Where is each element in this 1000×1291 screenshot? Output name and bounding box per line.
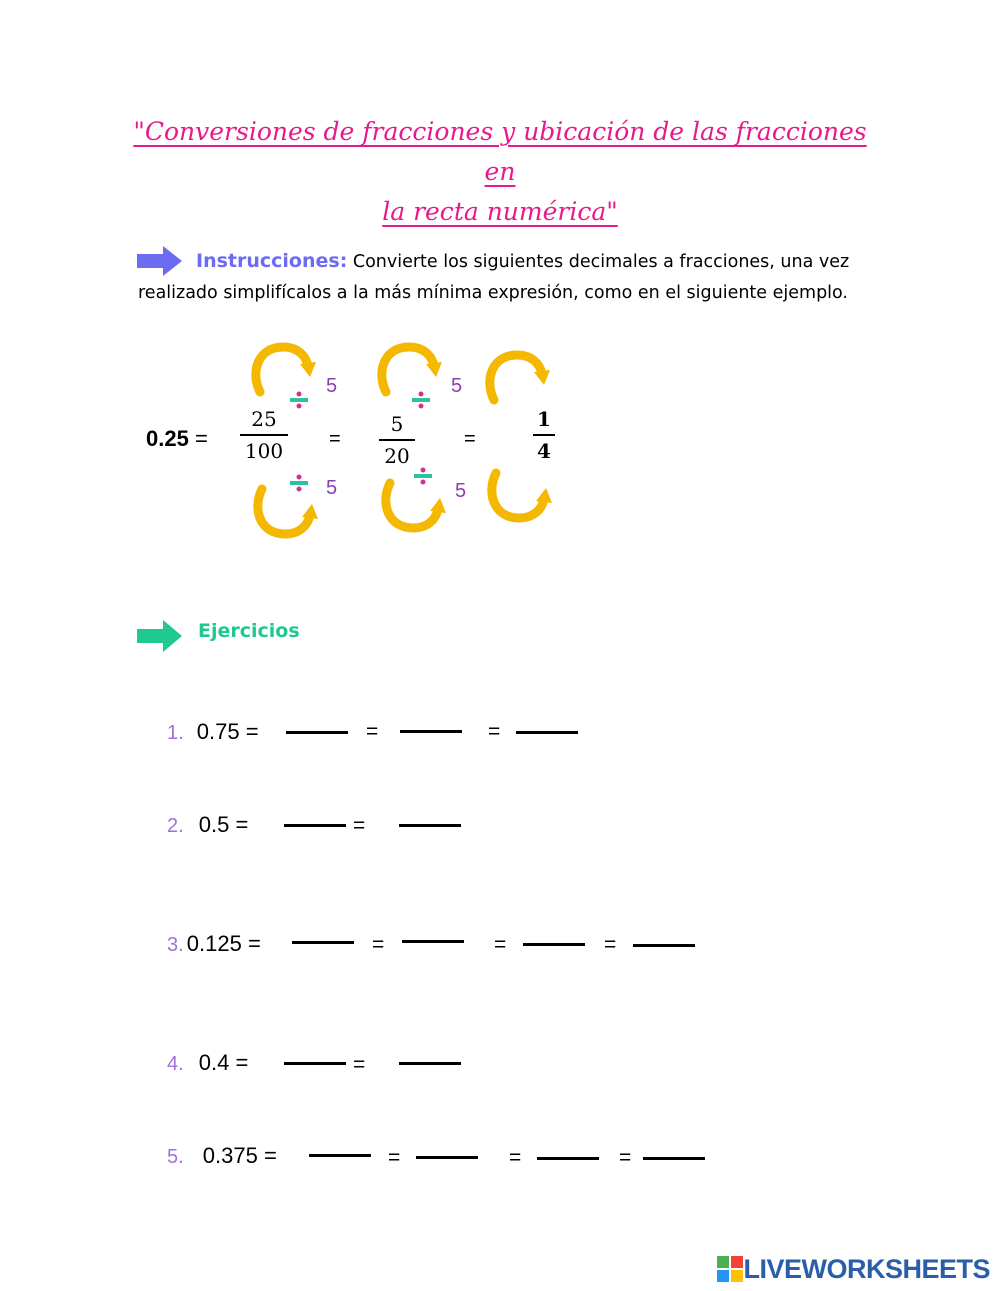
curved-arrow-icon	[378, 478, 448, 533]
exercise-number: 3.	[167, 934, 184, 956]
live-logo-icon	[717, 1256, 743, 1282]
fraction-denominator: 100	[244, 439, 284, 463]
exercise-number: 5.	[167, 1146, 184, 1168]
answer-blank[interactable]	[416, 1156, 478, 1159]
divisor-label: 5	[455, 480, 467, 502]
answer-blank[interactable]	[309, 1154, 371, 1157]
answer-blank[interactable]	[537, 1157, 599, 1160]
curved-arrow-icon	[250, 484, 320, 539]
equals-sign: =	[372, 933, 385, 956]
exercise-number: 2.	[167, 815, 184, 837]
equals-sign: =	[604, 933, 617, 956]
example-fraction-3	[533, 407, 555, 463]
divisor-label: 5	[326, 477, 338, 499]
title-line-1: "Conversiones de fracciones y ubicación de las fracciones en	[133, 117, 867, 186]
curved-arrow-icon	[484, 468, 554, 523]
brand-logo	[717, 1254, 990, 1285]
instructions-label: Instrucciones:	[196, 250, 348, 272]
answer-blank[interactable]	[284, 824, 346, 827]
arrow-right-icon	[137, 619, 183, 653]
answer-blank[interactable]	[643, 1157, 705, 1160]
equals-sign: =	[366, 720, 379, 743]
exercise-3	[167, 931, 261, 957]
equals-sign: =	[494, 933, 507, 956]
equals-sign: =	[353, 814, 366, 837]
exercise-expression: 0.4 =	[198, 1050, 249, 1075]
example-fraction-2	[379, 412, 415, 468]
exercise-number: 1.	[167, 722, 184, 744]
example-decimal	[146, 426, 208, 452]
example-equals: =	[194, 426, 208, 451]
divide-icon	[414, 467, 432, 485]
answer-blank[interactable]	[633, 944, 695, 947]
exercise-5	[167, 1143, 277, 1169]
answer-blank[interactable]	[402, 940, 464, 943]
answer-blank[interactable]	[292, 941, 354, 944]
brand-text: LIVEWORKSHEETS	[743, 1254, 990, 1284]
equals-sign: =	[353, 1053, 366, 1076]
divisor-label: 5	[451, 375, 463, 397]
answer-blank[interactable]	[286, 731, 348, 734]
divide-icon	[290, 391, 308, 409]
divide-icon	[290, 474, 308, 492]
exercise-expression: 0.5 =	[198, 812, 249, 837]
answer-blank[interactable]	[516, 731, 578, 734]
exercise-expression: 0.375 =	[202, 1143, 277, 1168]
curved-arrow-icon	[482, 350, 552, 405]
example-equals-3: =	[464, 428, 476, 450]
exercise-2	[167, 812, 248, 838]
equals-sign: =	[619, 1146, 632, 1169]
instructions-text: Convierte los siguientes decimales a fracciones, una vez realizado simplifícalos a la más mínima expresión, como en el siguiente ejemplo.	[138, 252, 850, 303]
fraction-denominator: 4	[537, 439, 551, 463]
answer-blank[interactable]	[399, 1062, 461, 1065]
fraction-numerator: 5	[390, 412, 404, 436]
divide-icon	[412, 391, 430, 409]
curved-arrow-icon	[248, 342, 318, 397]
divisor-label: 5	[326, 375, 338, 397]
equals-sign: =	[509, 1146, 522, 1169]
fraction-denominator: 20	[384, 444, 410, 468]
exercise-number: 4.	[167, 1053, 184, 1075]
exercise-1	[167, 719, 259, 745]
example-equals-2: =	[329, 428, 341, 450]
example-fraction-1	[240, 407, 288, 463]
answer-blank[interactable]	[399, 824, 461, 827]
exercise-expression: 0.75 =	[196, 719, 259, 744]
example-decimal-value: 0.25	[146, 426, 189, 451]
answer-blank[interactable]	[400, 730, 462, 733]
answer-blank[interactable]	[284, 1062, 346, 1065]
page-title	[120, 112, 880, 232]
exercise-4	[167, 1050, 248, 1076]
fraction-numerator: 25	[251, 407, 277, 431]
equals-sign: =	[388, 1146, 401, 1169]
instructions	[138, 246, 878, 309]
answer-blank[interactable]	[523, 943, 585, 946]
equals-sign: =	[488, 720, 501, 743]
title-line-2: la recta numérica"	[382, 197, 618, 226]
curved-arrow-icon	[374, 342, 444, 397]
fraction-numerator: 1	[537, 407, 551, 431]
exercise-expression: 0.125 =	[186, 931, 261, 956]
section-heading: Ejercicios	[198, 620, 300, 642]
